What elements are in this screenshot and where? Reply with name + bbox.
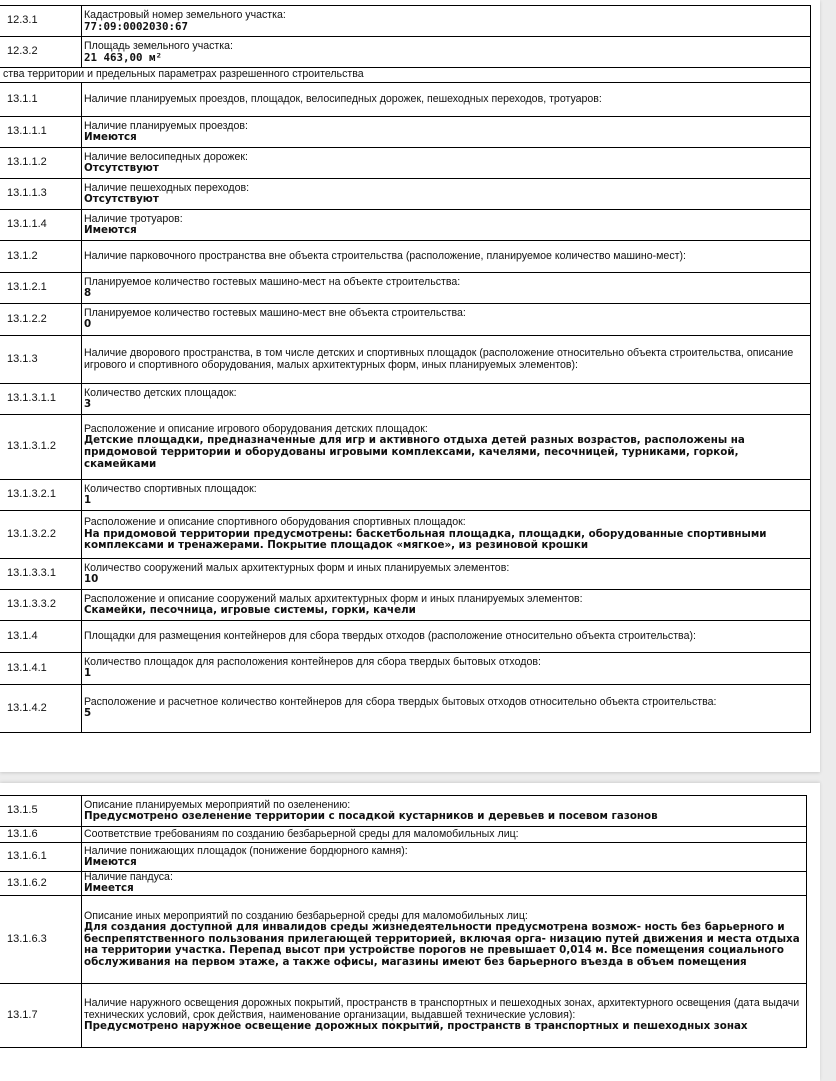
project-declaration-table: [0, 5, 811, 733]
field-value: Отсутствуют: [84, 161, 159, 174]
row-number: 13.1.3: [0, 336, 82, 384]
table-row: [0, 68, 811, 83]
table-row: [0, 827, 807, 843]
row-content: [82, 872, 807, 896]
table-row: [0, 415, 811, 480]
row-content: [82, 827, 807, 843]
table-row: [0, 559, 811, 590]
row-number: 13.1.4: [0, 621, 82, 653]
field-value: Имеется: [84, 882, 134, 895]
field-label: Описание планируемых мероприятий по озеленению:: [84, 798, 351, 811]
table-row: [0, 685, 811, 733]
field-label: Расположение и описание игрового оборудования детских площадок:: [84, 422, 428, 435]
row-content: [82, 796, 807, 827]
table-row: [0, 273, 811, 304]
row-content: [82, 896, 807, 984]
row-number: 13.1.1.4: [0, 210, 82, 241]
table-row: [0, 336, 811, 384]
field-value: 77:09:0002030:67: [84, 19, 189, 33]
row-number: 13.1.7: [0, 984, 82, 1048]
field-label: Количество детских площадок:: [84, 386, 237, 399]
row-content: [82, 590, 811, 621]
row-number: 13.1.3.1.1: [0, 384, 82, 415]
field-value: Детские площадки, предназначенные для игр и активного отдыха детей разных возрастов, расположены на придомовой территории и оборудованы игровыми комплексами, качелями, песочницей, турниками, горкой, скамейками: [84, 434, 745, 470]
table-row: [0, 179, 811, 210]
table-row: [0, 590, 811, 621]
field-label: Площадь земельного участка:: [84, 39, 233, 52]
row-content: [82, 653, 811, 685]
field-label: Количество спортивных площадок:: [84, 482, 257, 495]
field-label: Площадки для размещения контейнеров для сбора твердых отходов (расположение относительно объекта строительства):: [84, 629, 696, 642]
row-number: 13.1.1.1: [0, 117, 82, 148]
row-number: 13.1.2.1: [0, 273, 82, 304]
field-value: Имеются: [84, 223, 137, 236]
field-value: На придомовой территории предусмотрены: баскетбольная площадка, площадки, оборудованные спортивными комплексами и тренажерами. Покрытие площадок «мягкое», из резиновой крошки: [84, 527, 767, 552]
table-row: [0, 384, 811, 415]
field-label: Кадастровый номер земельного участка:: [84, 8, 286, 21]
field-label: Наличие пешеходных переходов:: [84, 181, 250, 194]
row-number: 13.1.3.2.2: [0, 511, 82, 559]
row-content: [82, 415, 811, 480]
field-value: Скамейки, песочница, игровые системы, горки, качели: [84, 603, 416, 616]
row-number: 13.1.4.2: [0, 685, 82, 733]
row-number: 13.1.1.3: [0, 179, 82, 210]
document-page-2: [0, 783, 820, 1081]
row-content: [82, 6, 811, 37]
field-label: Наличие тротуаров:: [84, 212, 183, 225]
row-content: [82, 37, 811, 68]
field-label: Планируемое количество гостевых машино-мест вне объекта строительства:: [84, 307, 466, 319]
table-row: [0, 83, 811, 117]
row-content: [82, 559, 811, 590]
row-content: [82, 511, 811, 559]
field-label: Наличие планируемых проездов:: [84, 119, 248, 132]
field-value: Отсутствуют: [84, 192, 159, 205]
row-number: 13.1.1: [0, 83, 82, 117]
table-row: [0, 304, 811, 336]
row-content: [82, 336, 811, 384]
field-value: Для создания доступной для инвалидов среды жизнедеятельности предусмотрена возмож- ность без барьерного и беспрепятственного пользования прилегающей территорией, включая орга- низацию путей движения и места отдыха на территории участка. Перепад высот при устройстве порогов не превышает 0,014 м. Все помещения социального обслуживания на первом этаже, а также офисы, магазины имеют без барьерного въезда в объем помещения: [84, 921, 800, 968]
table-row: [0, 511, 811, 559]
section-heading: ства территории и предельных параметрах разрешенного строительства: [0, 68, 811, 83]
row-number: 13.1.3.3.2: [0, 590, 82, 621]
row-content: [82, 621, 811, 653]
table-body: [0, 6, 811, 733]
row-content: [82, 843, 807, 872]
table-row: [0, 210, 811, 241]
field-label: Наличие пандуса:: [84, 871, 173, 883]
field-label: Количество площадок для расположения контейнеров для сбора твердых бытовых отходов:: [84, 656, 541, 668]
table-row: [0, 984, 807, 1048]
table-row: [0, 872, 807, 896]
row-content: [82, 384, 811, 415]
field-value: 5: [84, 707, 92, 720]
row-number: 13.1.6.3: [0, 896, 82, 984]
row-number: 13.1.6: [0, 827, 82, 843]
row-number: 13.1.3.3.1: [0, 559, 82, 590]
row-number: 12.3.2: [0, 37, 82, 68]
field-label: Наличие велосипедных дорожек:: [84, 150, 248, 163]
table-row: [0, 480, 811, 511]
row-number: 12.3.1: [0, 6, 82, 37]
table-row: [0, 796, 807, 827]
row-number: 13.1.2.2: [0, 304, 82, 336]
row-content: [82, 179, 811, 210]
field-value: 3: [84, 397, 92, 410]
field-label: Наличие понижающих площадок (понижение бордюрного камня):: [84, 844, 408, 857]
row-content: [82, 984, 807, 1048]
row-content: [82, 83, 811, 117]
field-label: Наличие дворового пространства, в том числе детских и спортивных площадок (расположение относительно объекта строительства, описание игрового и спортивного оборудования, малых архитектурных форм, иных планируемых элементов):: [84, 347, 794, 371]
field-value: 1: [84, 667, 92, 680]
table-row: [0, 37, 811, 68]
row-content: [82, 685, 811, 733]
field-label: Наличие планируемых проездов, площадок, велосипедных дорожек, пешеходных переходов, тротуаров:: [84, 92, 602, 105]
row-number: 13.1.3.1.2: [0, 415, 82, 480]
field-value: Имеются: [84, 130, 137, 143]
field-value: 10: [84, 572, 99, 585]
row-content: [82, 480, 811, 511]
field-label: Описание иных мероприятий по созданию безбарьерной среды для маломобильных лиц:: [84, 909, 528, 922]
row-number: 13.1.4.1: [0, 653, 82, 685]
field-label: Наличие наружного освещения дорожных покрытий, пространств в транспортных и пешеходных зонах, архитектурного освещения (дата выдачи технических условий, срок действия, наименование организации, выдавшей технические условия):: [84, 997, 800, 1021]
row-number: 13.1.1.2: [0, 148, 82, 179]
field-label: Расположение и расчетное количество контейнеров для сбора твердых бытовых отходов относительно объекта строительства:: [84, 696, 717, 708]
row-content: [82, 304, 811, 336]
table-row: [0, 117, 811, 148]
row-number: 13.1.6.1: [0, 843, 82, 872]
table-body: [0, 796, 807, 1048]
field-value: 1: [84, 493, 92, 506]
row-number: 13.1.6.2: [0, 872, 82, 896]
field-label: Наличие парковочного пространства вне объекта строительства (расположение, планируемое количество машино-мест):: [84, 249, 686, 262]
table-row: [0, 843, 807, 872]
table-row: [0, 148, 811, 179]
field-label: Планируемое количество гостевых машино-мест на объекте строительства:: [84, 275, 461, 288]
field-value: Предусмотрено наружное освещение дорожных покрытий, пространств в транспортных и пешеходных зонах: [84, 1020, 748, 1033]
field-label: Соответствие требованиям по созданию безбарьерной среды для маломобильных лиц:: [84, 827, 519, 840]
field-value: 21 463,00 м²: [84, 50, 163, 64]
row-content: [82, 210, 811, 241]
table-row: [0, 896, 807, 984]
field-value: 0: [84, 318, 92, 331]
field-label: Количество сооружений малых архитектурных форм и иных планируемых элементов:: [84, 561, 510, 574]
table-row: [0, 621, 811, 653]
row-number: 13.1.3.2.1: [0, 480, 82, 511]
row-content: [82, 148, 811, 179]
row-content: [82, 273, 811, 304]
project-declaration-table-continued: [0, 795, 807, 1048]
field-value: Имеются: [84, 855, 137, 868]
table-row: [0, 241, 811, 273]
row-number: 13.1.5: [0, 796, 82, 827]
table-row: [0, 653, 811, 685]
row-number: 13.1.2: [0, 241, 82, 273]
field-value: 8: [84, 286, 92, 299]
table-row: [0, 6, 811, 37]
row-content: [82, 117, 811, 148]
field-label: Расположение и описание спортивного оборудования спортивных площадок:: [84, 516, 466, 529]
row-content: [82, 241, 811, 273]
field-value: Предусмотрено озеленение территории с посадкой кустарников и деревьев и посевом газонов: [84, 809, 658, 822]
field-label: Расположение и описание сооружений малых архитектурных форм и иных планируемых элементов:: [84, 592, 583, 605]
